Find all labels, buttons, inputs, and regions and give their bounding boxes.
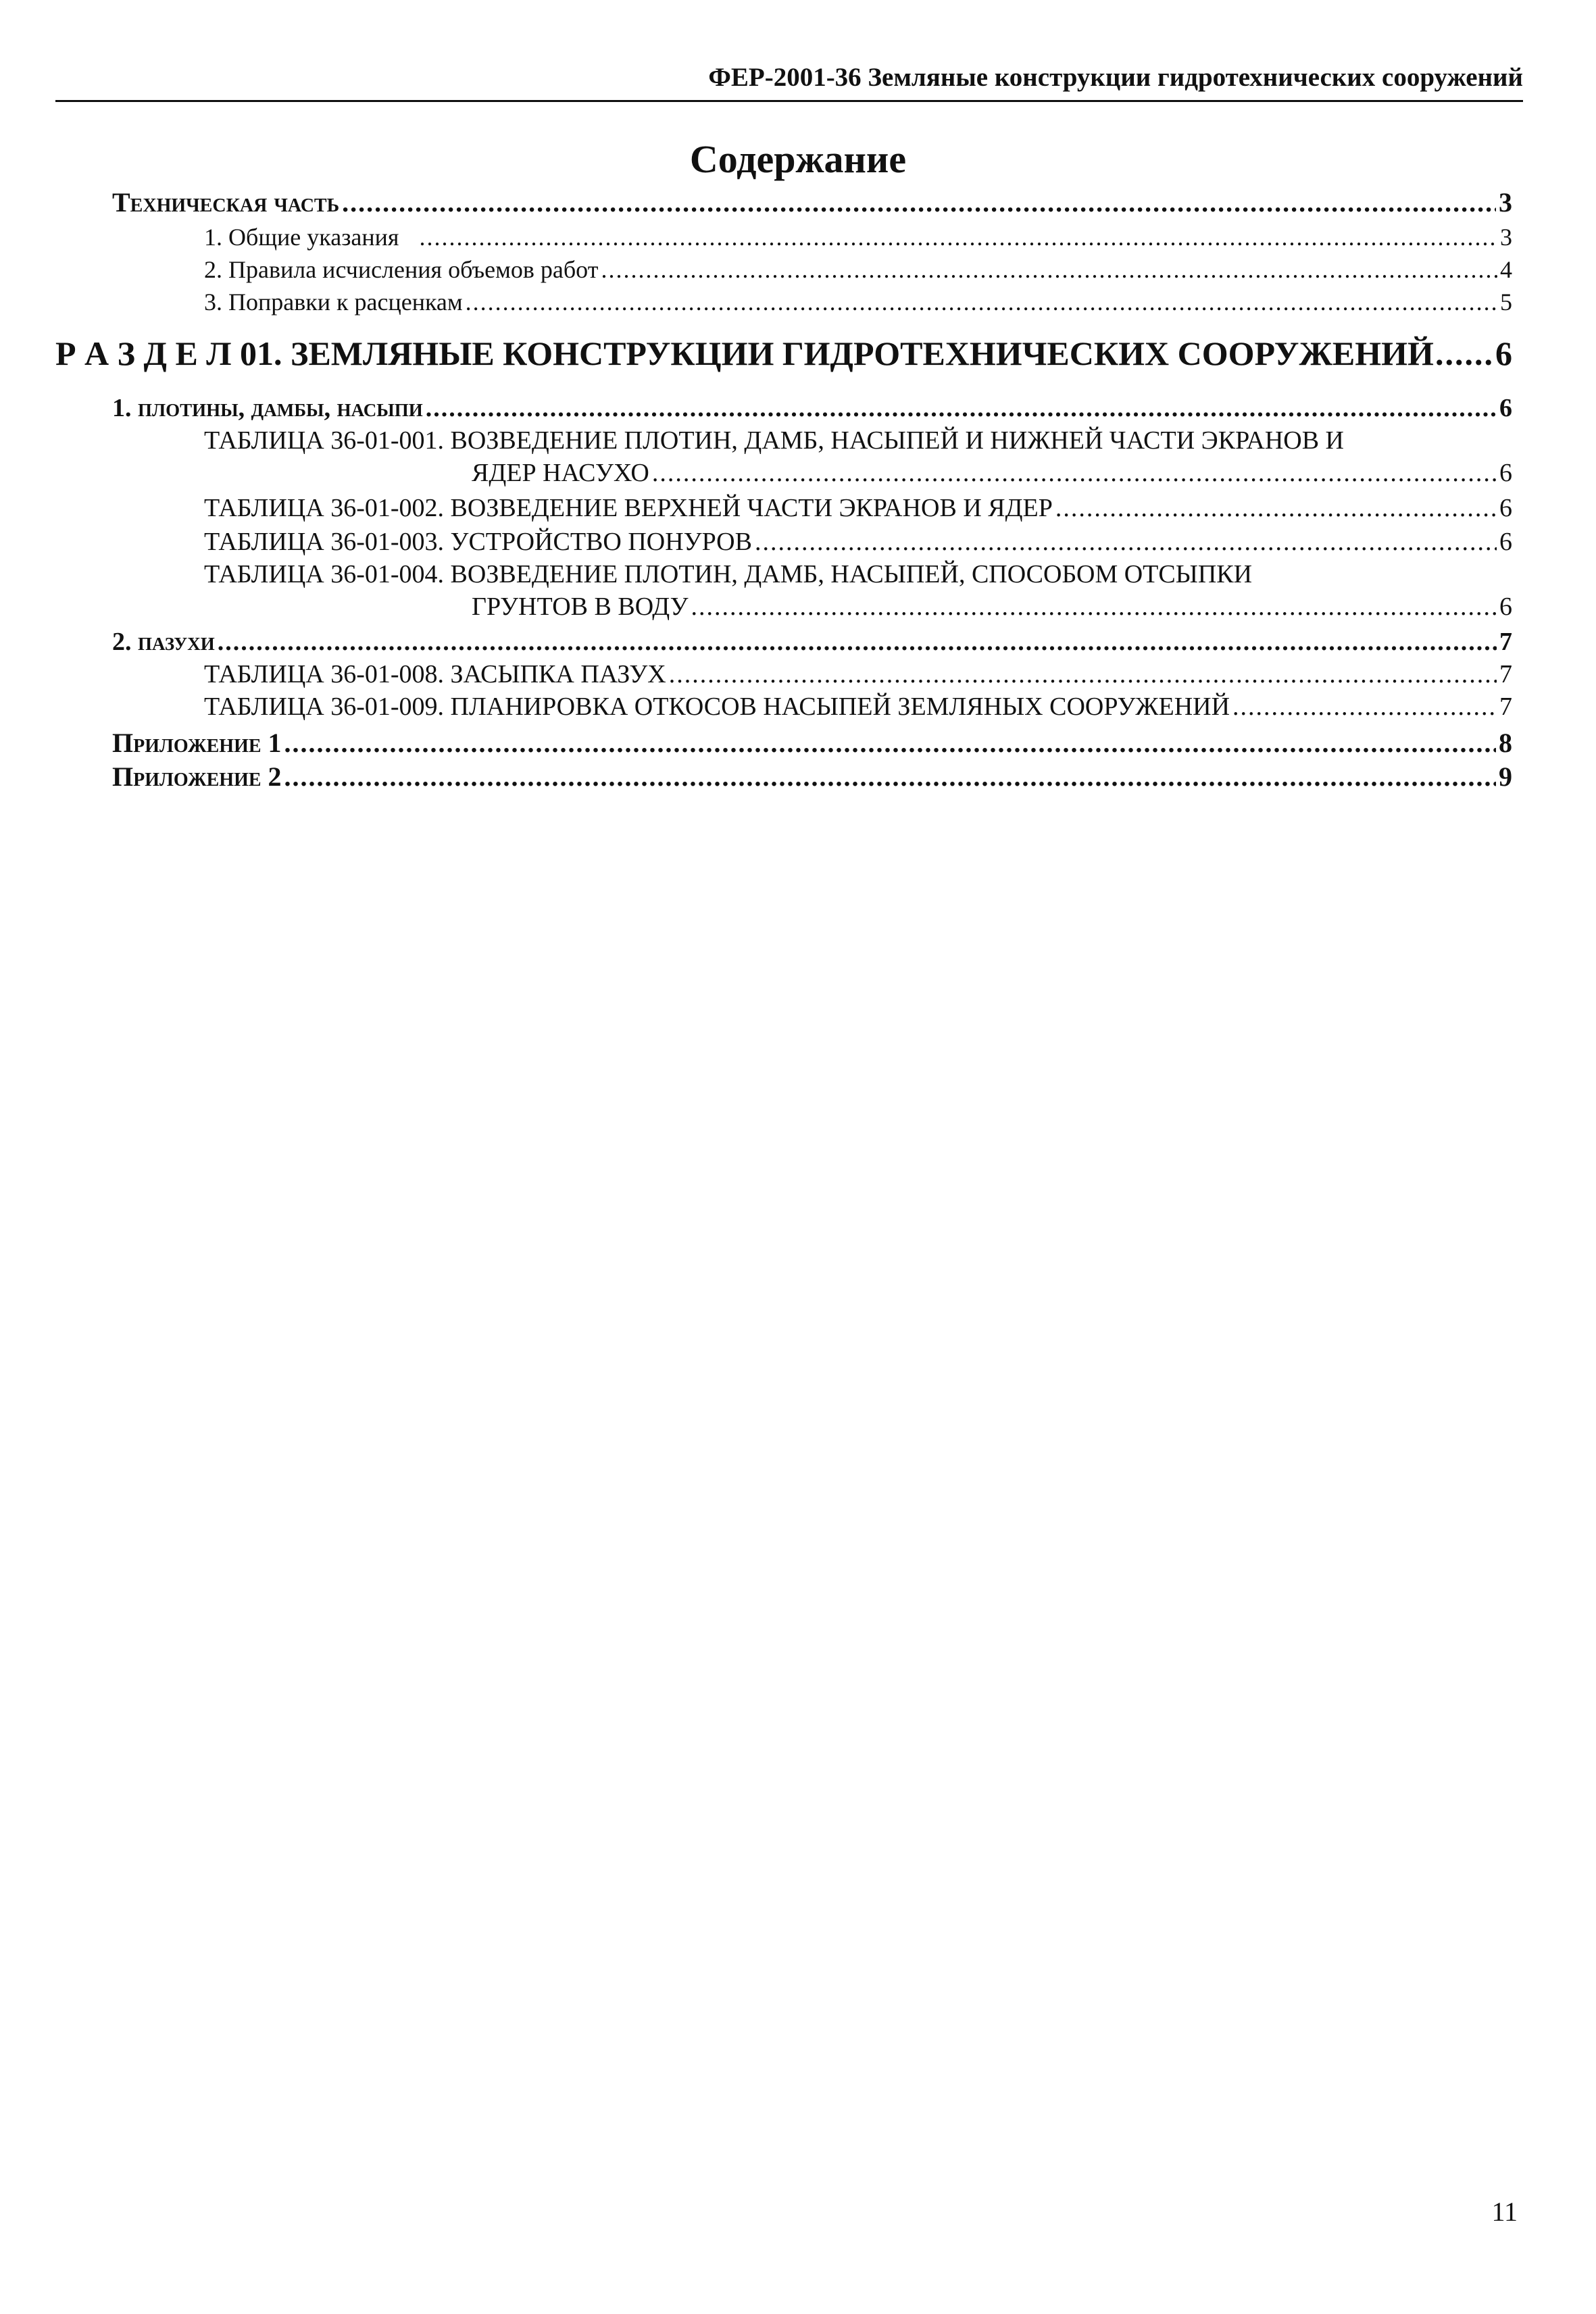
running-header-title: ФЕР-2001-36 Земляные конструкции гидротехнических сооружений: [708, 63, 1523, 92]
toc-entry-table-009[interactable]: [204, 692, 1512, 722]
toc-title: Содержание: [689, 137, 907, 181]
toc-entry-page: 7: [1499, 628, 1512, 656]
toc-entry-label: Приложение 2: [112, 761, 282, 792]
toc-entry-page: 6: [1499, 459, 1512, 487]
toc-entry-page: 3: [1500, 224, 1512, 251]
toc-entry-corrections[interactable]: [204, 288, 1512, 316]
toc-entry-label: ТАБЛИЦА 36-01-003. УСТРОЙСТВО ПОНУРОВ: [204, 528, 752, 556]
dot-leader: [755, 527, 1497, 557]
page-number: 11: [1491, 2196, 1518, 2227]
dot-leader: [466, 288, 1497, 316]
toc-entry-page: 7: [1499, 693, 1512, 721]
dot-leader: [284, 727, 1496, 759]
toc-entry-label: ТАБЛИЦА 36-01-008. ЗАСЫПКА ПАЗУХ: [204, 660, 666, 688]
toc-entry-label: ТАБЛИЦА 36-01-009. ПЛАНИРОВКА ОТКОСОВ НАСЫПЕЙ ЗЕМЛЯНЫХ СООРУЖЕНИЙ: [204, 693, 1230, 721]
toc-entry-table-004-line1[interactable]: ТАБЛИЦА 36-01-004. ВОЗВЕДЕНИЕ ПЛОТИН, ДАМБ, НАСЫПЕЙ, СПОСОБОМ ОТСЫПКИ: [204, 560, 1253, 588]
dot-leader: [284, 761, 1496, 793]
dot-leader: [342, 186, 1496, 218]
toc-entry-table-008[interactable]: [204, 659, 1512, 689]
running-header: [55, 59, 1523, 102]
toc-entry-page: 7: [1499, 660, 1512, 688]
toc-entry-technical-part[interactable]: [112, 186, 1512, 218]
toc-entry-table-001-line1[interactable]: ТАБЛИЦА 36-01-001. ВОЗВЕДЕНИЕ ПЛОТИН, ДАМБ, НАСЫПЕЙ И НИЖНЕЙ ЧАСТИ ЭКРАНОВ И: [204, 426, 1344, 455]
toc-entry-label: Р А З Д Е Л 01. ЗЕМЛЯНЫЕ КОНСТРУКЦИИ ГИДРОТЕХНИЧЕСКИХ СООРУЖЕНИЙ: [55, 334, 1434, 372]
dot-leader: [669, 659, 1497, 689]
toc-entry-label: 1. Общие указания: [204, 224, 399, 251]
toc-entry-label: ЯДЕР НАСУХО: [472, 459, 649, 487]
dot-leader: [652, 458, 1497, 488]
toc-entry-page: 6: [1499, 494, 1512, 522]
toc-entry-label: 1. плотины, дамбы, насыпи: [112, 394, 423, 422]
toc-entry-label: ТАБЛИЦА 36-01-002. ВОЗВЕДЕНИЕ ВЕРХНЕЙ ЧАСТИ ЭКРАНОВ И ЯДЕР: [204, 494, 1053, 522]
toc-entry-table-003[interactable]: [204, 527, 1512, 557]
toc-entry-page: 8: [1499, 728, 1512, 758]
dot-leader: [218, 627, 1497, 657]
toc-entry-page: 3: [1499, 187, 1512, 218]
toc-entry-part-1[interactable]: [112, 393, 1512, 423]
toc-entry-table-001[interactable]: [472, 458, 1512, 488]
toc-entry-appendix-2[interactable]: [112, 761, 1512, 793]
dot-leader: [1232, 692, 1497, 722]
dot-leader: [420, 223, 1498, 251]
dot-leader: [601, 255, 1497, 284]
toc-entry-label: 2. Правила исчисления объемов работ: [204, 256, 599, 283]
toc-entry-general[interactable]: [204, 223, 1512, 251]
toc-entry-label: 2. пазухи: [112, 628, 215, 656]
toc-entry-page: 4: [1500, 256, 1512, 283]
dot-leader: [691, 592, 1497, 622]
toc-entry-rules[interactable]: [204, 255, 1512, 284]
toc-entry-label: Техническая часть: [112, 187, 340, 218]
toc-entry-section-01[interactable]: [55, 334, 1512, 373]
toc-entry-page: 6: [1495, 334, 1512, 372]
toc-entry-label: 3. Поправки к расценкам: [204, 288, 463, 316]
toc-entry-page: 9: [1499, 761, 1512, 792]
toc-entry-label: ГРУНТОВ В ВОДУ: [472, 593, 689, 621]
toc-entry-part-2[interactable]: [112, 627, 1512, 657]
dot-leader: [1055, 493, 1497, 523]
toc-entry-page: 6: [1499, 528, 1512, 556]
toc-entry-page: 5: [1500, 288, 1512, 316]
toc-entry-table-004[interactable]: [472, 592, 1512, 622]
toc-entry-appendix-1[interactable]: [112, 727, 1512, 759]
dot-leader: [1435, 334, 1494, 373]
toc-entry-table-002[interactable]: [204, 493, 1512, 523]
toc-entry-page: 6: [1499, 394, 1512, 422]
toc-entry-label: Приложение 1: [112, 728, 282, 758]
toc-entry-page: 6: [1499, 593, 1512, 621]
dot-leader: [426, 393, 1497, 423]
